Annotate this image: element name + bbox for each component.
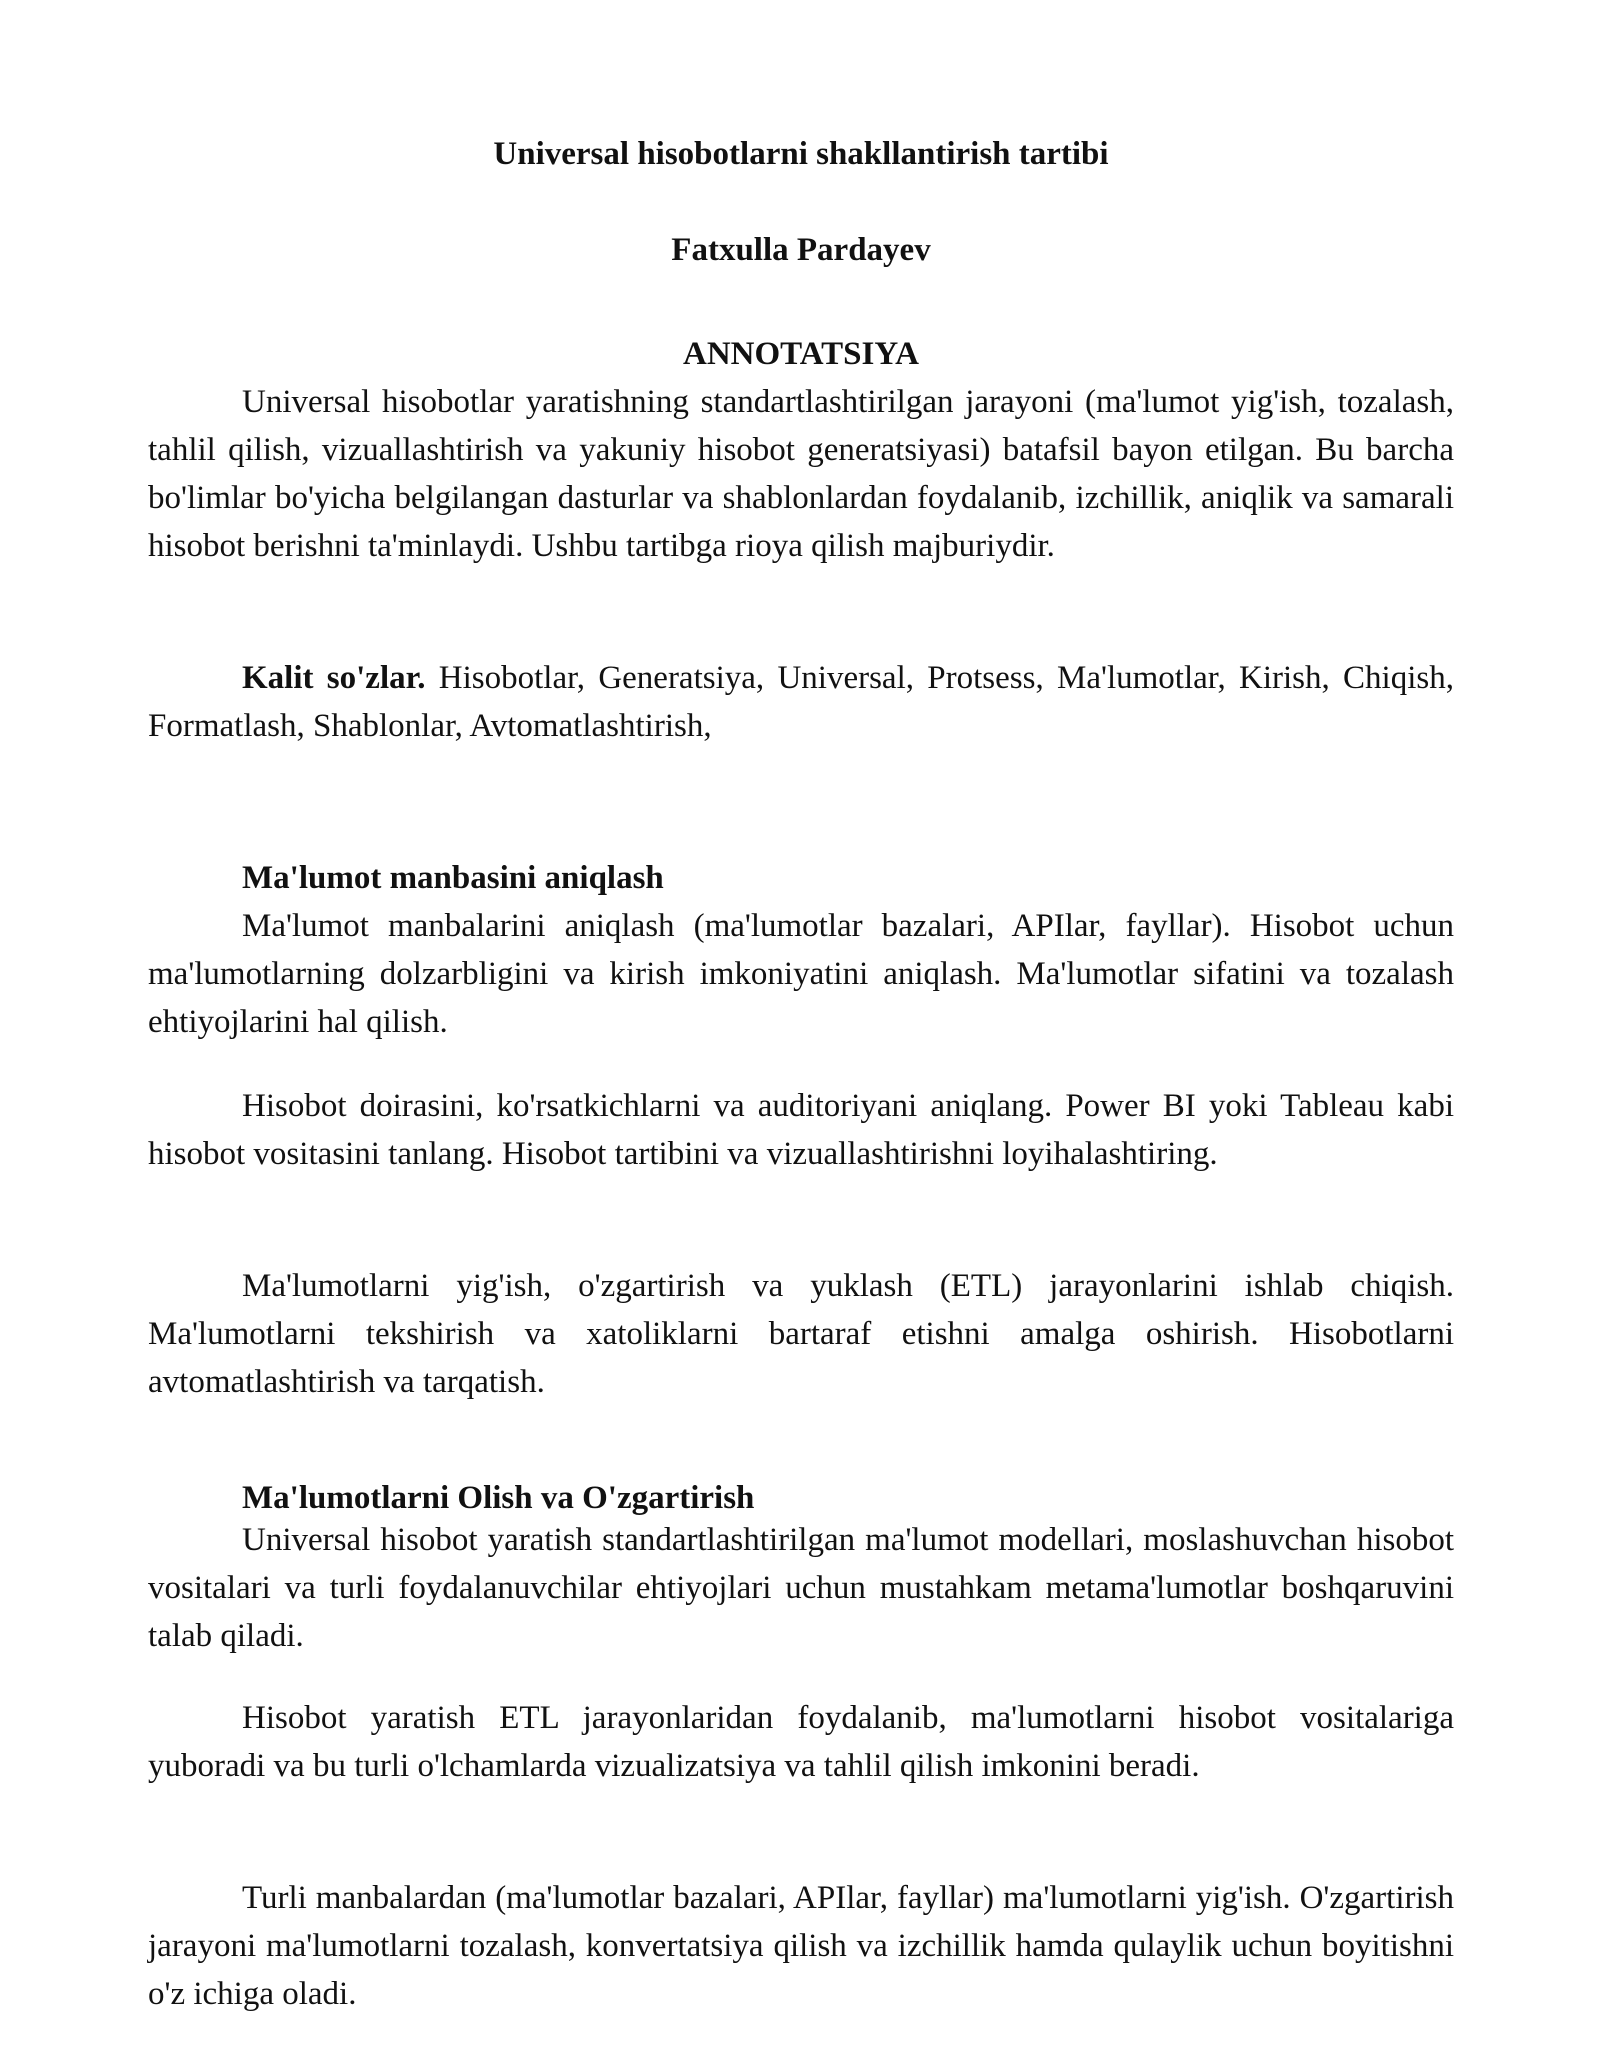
keywords-list: Hisobotlar, Generatsiya, Universal, Protsess, Ma'lumotlar, Kirish, Chiqish, Formatlash, Shablonlar, Avtomatlashtirish, xyxy=(148,660,1454,744)
section-heading-data-source: Ma'lumot manbasini aniqlash xyxy=(242,860,664,896)
abstract-heading: ANNOTATSIYA xyxy=(683,336,919,372)
section-paragraph: Hisobot doirasini, ko'rsatkichlarni va auditoriyani aniqlang. Power BI yoki Tableau kabi hisobot vositasini tanlang. Hisobot tartibini va vizuallashtirishni loyihalashtiring. xyxy=(148,1088,1454,1172)
section-paragraph: Turli manbalardan (ma'lumotlar bazalari, APIlar, fayllar) ma'lumotlarni yig'ish. O'zgartirish jarayoni ma'lumotlarni tozalash, konvertatsiya qilish va izchillik hamda qulaylik uchun boyitishni o'z ichiga oladi. xyxy=(148,1880,1454,2012)
section-paragraph: Hisobot yaratish ETL jarayonlaridan foydalanib, ma'lumotlarni hisobot vositalariga yuboradi va bu turli o'lchamlarda vizualizatsiya va tahlil qilish imkonini beradi. xyxy=(148,1700,1454,1784)
keywords-paragraph xyxy=(148,654,1454,750)
section-heading-extraction: Ma'lumotlarni Olish va O'zgartirish xyxy=(242,1480,755,1516)
section-paragraph: Universal hisobot yaratish standartlashtirilgan ma'lumot modellari, moslashuvchan hisobot vositalari va turli foydalanuvchilar ehtiyojlari uchun mustahkam metama'lumotlar boshqaruvini talab qiladi. xyxy=(148,1522,1454,1654)
section-paragraph: Ma'lumot manbalarini aniqlash (ma'lumotlar bazalari, APIlar, fayllar). Hisobot uchun ma'lumotlarning dolzarbligini va kirish imkoniyatini aniqlash. Ma'lumotlar sifatini va tozalash ehtiyojlarini hal qilish. xyxy=(148,908,1454,1040)
section-paragraph: Ma'lumotlarni yig'ish, o'zgartirish va yuklash (ETL) jarayonlarini ishlab chiqish. Ma'lumotlarni tekshirish va xatoliklarni bartaraf etishni amalga oshirish. Hisobotlarni avtomatlashtirish va tarqatish. xyxy=(148,1268,1454,1400)
abstract-paragraph: Universal hisobotlar yaratishning standartlashtirilgan jarayoni (ma'lumot yig'ish, tozalash, tahlil qilish, vizuallashtirish va yakuniy hisobot generatsiyasi) batafsil bayon etilgan. Bu barcha bo'limlar bo'yicha belgilangan dasturlar va shablonlardan foydalanib, izchillik, aniqlik va samarali hisobot berishni ta'minlaydi. Ushbu tartibga rioya qilish majburiydir. xyxy=(148,384,1454,564)
keywords-label: Kalit so'zlar. xyxy=(242,660,426,696)
document-title: Universal hisobotlarni shakllantirish tartibi xyxy=(493,136,1109,172)
author-name: Fatxulla Pardayev xyxy=(671,232,931,268)
